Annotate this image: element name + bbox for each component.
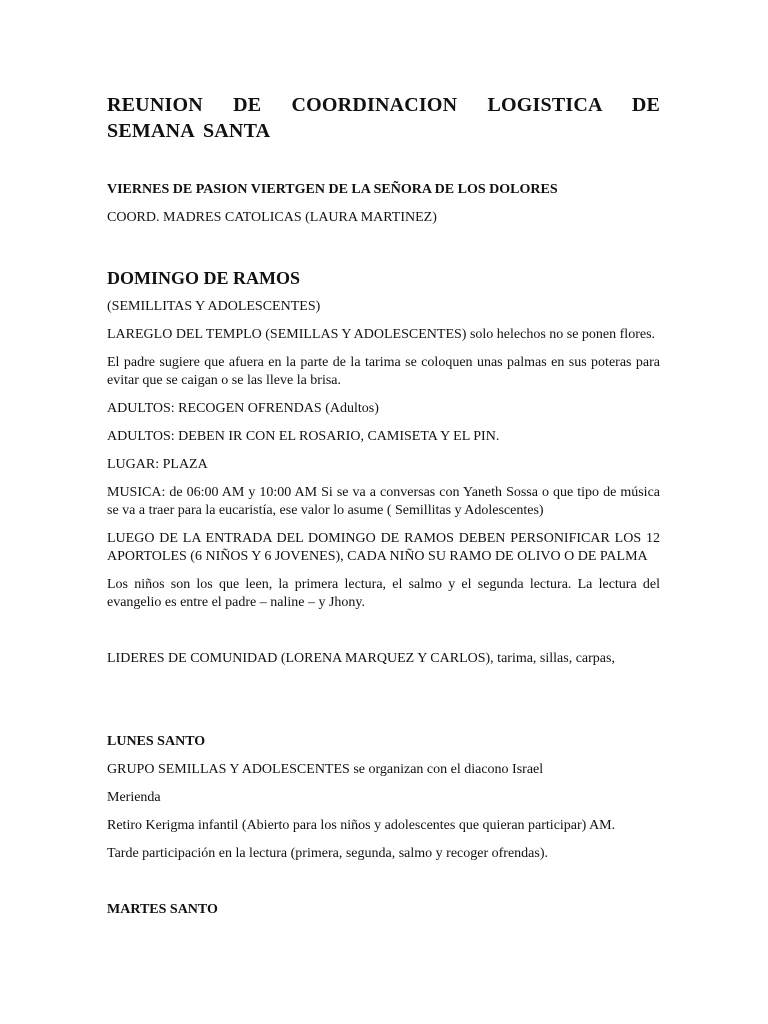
domingo-paragraph: LUGAR: PLAZA <box>107 457 208 472</box>
lunes-paragraph: GRUPO SEMILLAS Y ADOLESCENTES se organizan con el diacono Israel <box>107 762 544 777</box>
domingo-paragraph: LAREGLO DEL TEMPLO (SEMILLAS Y ADOLESCENTES) solo helechos no se ponen flores. <box>107 327 656 342</box>
domingo-paragraph: El padre sugiere que afuera en la parte de la tarima se coloquen unas palmas en sus poteras para evitar que se caigan o se las lleve la brisa. <box>107 355 660 388</box>
domingo-paragraph: LIDERES DE COMUNIDAD (LORENA MARQUEZ Y CARLOS), tarima, sillas, carpas, <box>107 651 615 666</box>
domingo-paragraph: Los niños son los que leen, la primera lectura, el salmo y el segunda lectura. La lectura del evangelio es entre el padre – naline – y Jhony. <box>107 577 660 610</box>
viernes-heading: VIERNES DE PASION VIERTGEN DE LA SEÑORA DE LOS DOLORES <box>107 182 558 197</box>
lunes-paragraph: Tarde participación en la lectura (primera, segunda, salmo y recoger ofrendas). <box>107 846 548 861</box>
domingo-paragraph: LUEGO DE LA ENTRADA DEL DOMINGO DE RAMOS DEBEN PERSONIFICAR LOS 12 APORTOLES (6 NIÑOS Y 6 JOVENES), CADA NIÑO SU RAMO DE OLIVO O DE PALMA <box>107 531 660 564</box>
domingo-paragraph: ADULTOS: DEBEN IR CON EL ROSARIO, CAMISETA Y EL PIN. <box>107 429 500 444</box>
domingo-heading: DOMINGO DE RAMOS <box>107 268 300 288</box>
lunes-paragraph: Merienda <box>107 790 161 805</box>
domingo-paragraph: MUSICA: de 06:00 AM y 10:00 AM Si se va a conversas con Yaneth Sossa o que tipo de música se va a traer para la eucaristía, ese valor lo asume ( Semillitas y Adolescentes) <box>107 485 660 518</box>
domingo-paragraph: ADULTOS: RECOGEN OFRENDAS (Adultos) <box>107 401 379 416</box>
lunes-paragraph: Retiro Kerigma infantil (Abierto para los niños y adolescentes que quieran participar) AM. <box>107 818 616 833</box>
martes-heading: MARTES SANTO <box>107 902 218 917</box>
lunes-heading: LUNES SANTO <box>107 734 206 749</box>
viernes-coord: COORD. MADRES CATOLICAS (LAURA MARTINEZ) <box>107 210 437 225</box>
domingo-paragraph: (SEMILLITAS Y ADOLESCENTES) <box>107 299 321 314</box>
document-title: REUNION DE COORDINACION LOGISTICA DE SEMANA SANTA <box>107 94 660 142</box>
